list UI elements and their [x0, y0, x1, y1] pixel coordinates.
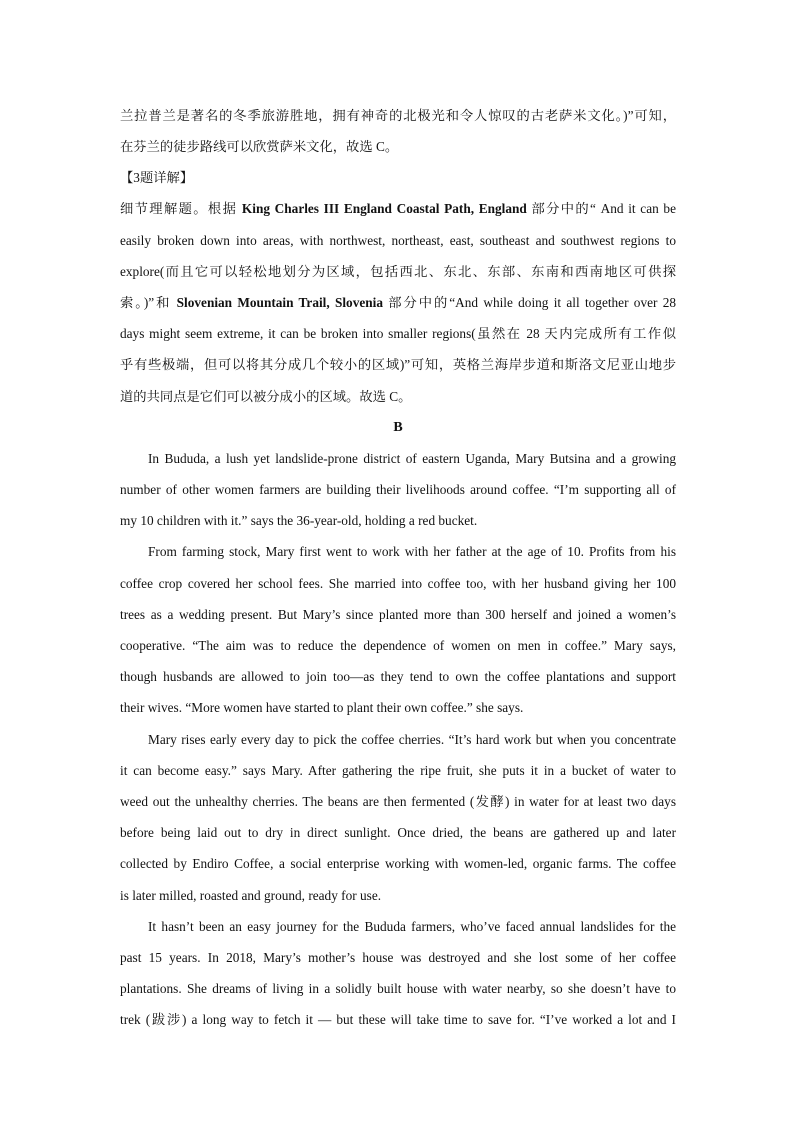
text-line: In Bududa, a lush yet landslide-prone district of eastern Uganda, Mary Butsina and a growing — [148, 450, 676, 466]
text-line: explore(而且它可以轻松地划分为区域，包括西北、东北、东部、东南和西南地区可供探 — [120, 263, 676, 279]
text-line: weed out the unhealthy cherries. The beans are then fermented (发酵) in water for at least two days — [120, 794, 676, 810]
text-line: though husbands are allowed to join too—as they tend to own the coffee plantations and support — [120, 669, 676, 685]
text-line: it can become easy.” says Mary. After gathering the ripe fruit, she puts it in a bucket of water to — [120, 762, 676, 778]
text-line: my 10 children with it.” says the 36-year-old, holding a red bucket. — [120, 513, 478, 529]
text-line: trek (跋涉) a long way to fetch it — but these will take time to save for. “I’ve worked a lot and I — [120, 1012, 676, 1028]
paragraph-2 — [120, 536, 676, 723]
text-line: From farming stock, Mary first went to work with her father at the age of 10. Profits from his — [148, 544, 676, 560]
text-line: coffee crop covered her school fees. She married into coffee too, with her husband giving her 100 — [120, 575, 676, 591]
text-line: plantations. She dreams of living in a solidly built house with water nearby, so she doesn’t have to — [120, 981, 676, 997]
bold-reference: Slovenian Mountain Trail, Slovenia — [176, 295, 383, 311]
text-line: 细节理解题。根据 King Charles III England Coastal Path, England 部分中的“ And it can be — [120, 201, 676, 217]
paragraph-3 — [120, 724, 676, 911]
text-line: is later milled, roasted and ground, ready for use. — [120, 887, 382, 903]
text-line: before being laid out to dry in direct sunlight. Once dried, the beans are gathered up and later — [120, 825, 676, 841]
passage-label: B — [393, 419, 403, 435]
text-line: easily broken down into areas, with northwest, northeast, east, southeast and southwest regions to — [120, 232, 676, 248]
text-line: Mary rises early every day to pick the coffee cherries. “It’s hard work but when you concentrate — [148, 731, 676, 747]
bold-reference: King Charles III England Coastal Path, England — [241, 201, 527, 217]
text-line: days might seem extreme, it can be broken into smaller regions(虽然在 28 天内完成所有工作似 — [120, 326, 676, 342]
text-line: 乎有些极端，但可以将其分成几个较小的区域)”可知，英格兰海岸步道和斯洛文尼亚山地步 — [120, 357, 676, 373]
text-line: past 15 years. In 2018, Mary’s mother’s house was destroyed and she lost some of her coffee — [120, 950, 676, 966]
text-line: cooperative. “The aim was to reduce the dependence of women on men in coffee.” Mary says, — [120, 638, 676, 654]
text-line: 道的共同点是它们可以被分成小的区域。故选 C。 — [120, 388, 412, 404]
text-line: It hasn’t been an easy journey for the Bududa farmers, who’ve faced annual landslides for the — [148, 918, 676, 934]
text-line: number of other women farmers are building their livelihoods around coffee. “I’m supporting all of — [120, 482, 676, 498]
text-line: their wives. “More women have started to plant their own coffee.” she says. — [120, 700, 524, 716]
text-line: collected by Endiro Coffee, a social enterprise working with women-led, organic farms. The coffee — [120, 856, 676, 872]
paragraph-1 — [120, 443, 676, 537]
text-line: 索。)”和 Slovenian Mountain Trail, Slovenia 部分中的“And while doing it all together over 28 — [120, 295, 676, 311]
section-heading: 【3题详解】 — [120, 170, 194, 186]
text-line: 兰拉普兰是著名的冬季旅游胜地，拥有神奇的北极光和令人惊叹的古老萨米文化。)”可知， — [120, 108, 676, 123]
paragraph-4 — [120, 911, 676, 1036]
document-page — [120, 100, 676, 1036]
text-line: 在芬兰的徒步路线可以欣赏萨米文化，故选 C。 — [120, 139, 399, 155]
text-line: trees as a wedding present. But Mary’s since planted more than 300 herself and joined a women’s — [120, 606, 676, 622]
